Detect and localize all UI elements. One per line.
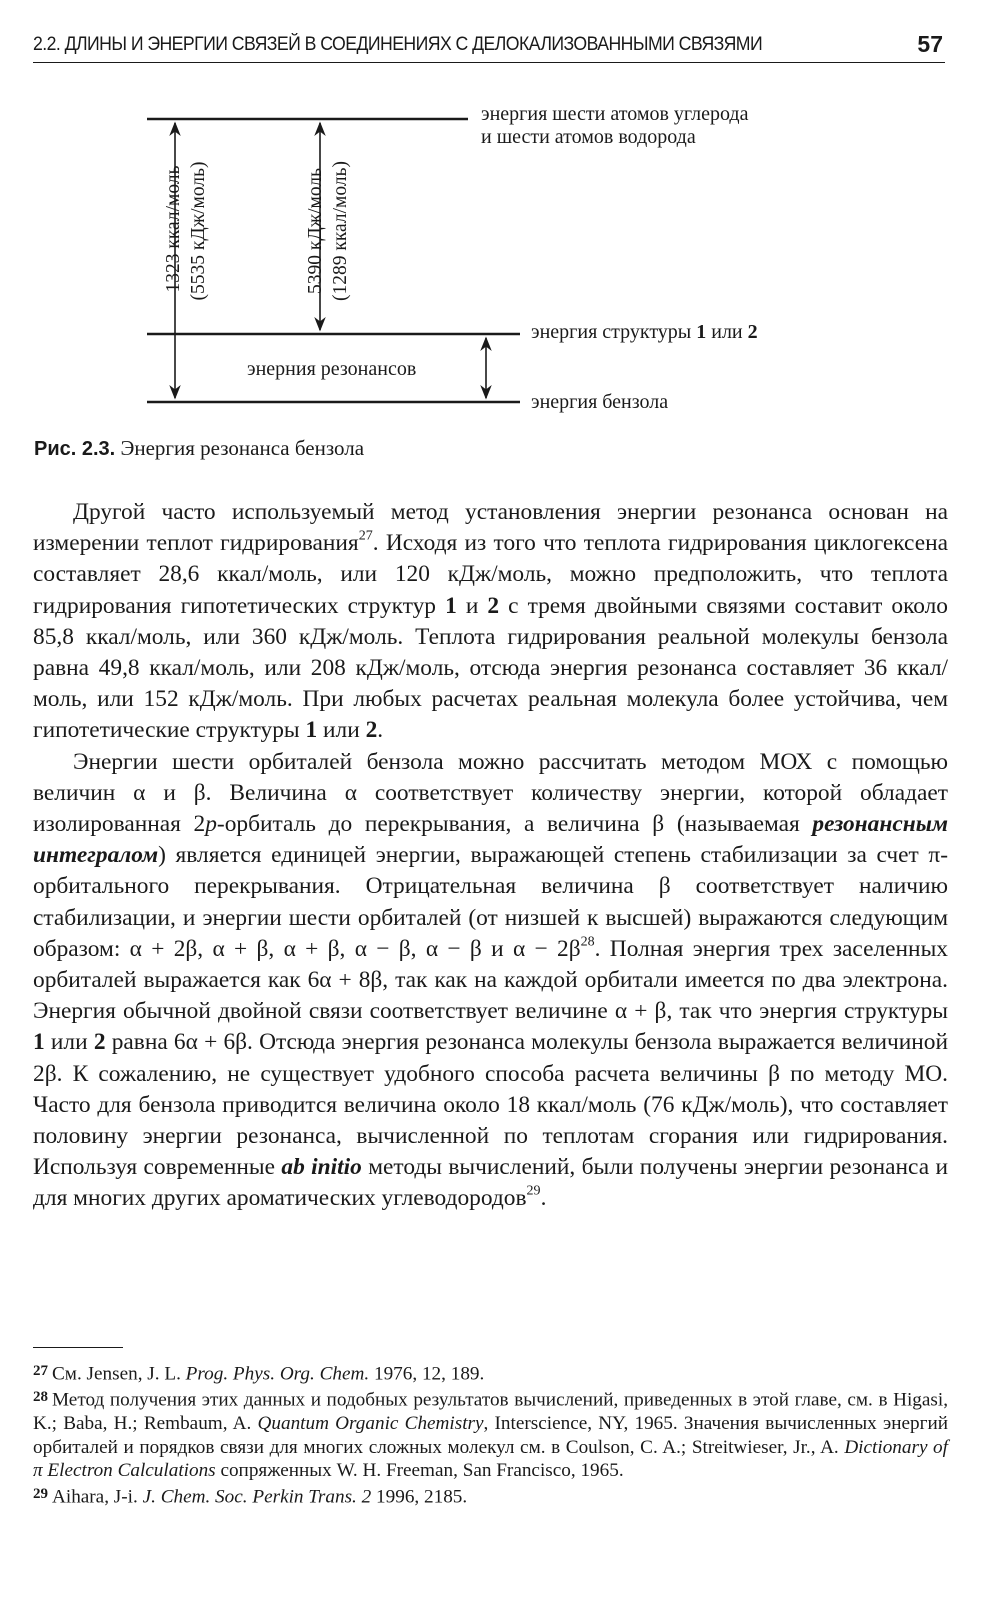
figure-resonance-energy-diagram — [0, 95, 1006, 415]
top-level-label-line1: энергия шести атомов углерода — [481, 103, 749, 125]
footnotes — [33, 1360, 948, 1509]
footnote-divider — [33, 1347, 123, 1348]
mid-arrow-label-kj: 5390 кДж/моль — [305, 168, 326, 294]
footnote-29: $^{29}$ Aihara, J-i. J. Chem. Soc. Perkin Trans. 2 1996, 2185. — [33, 1485, 468, 1507]
figure-caption: Рис. 2.3. Энергия резонанса бензола — [34, 436, 365, 460]
structure-level-label: энергия структуры 1 или 2 — [531, 321, 758, 343]
mid-arrow-label-kcal: (1289 ккал/моль) — [330, 161, 351, 301]
page-number: 57 — [917, 31, 943, 57]
left-arrow-label-kcal: 1323 ккал/моль — [163, 165, 184, 293]
paragraph: Энергии шести орбиталей бензола можно рассчитать методом МОХ с помощью величин α и β. Величина α соответствует количеству энергии, которой обладает изолированная 2p-орбиталь до перекрывания, а величина β (называемая резонансным интегралом) является единицей энергии, выражающей степень стабилизации за счет π-орбитального перекрывания. Отрицательная величина β соответствует наличию стабилизации, и энергии шести орбиталей (от низшей к высшей) выражаются следующим образом: α + 2β, α + β, α + β, α − β, α − β и $\alpha - 2\beta^{28}$. Полная энергия трех заселенных орбиталей выражается как 6α + 8β, так как на каждой орбитали имеется по два электрона. Энергия обычной двойной связи соответствует величине α + β, так что энергия структуры 1 или 2 равна 6α + 6β. Отсюда энергия резонанса молекулы бензола выражается величиной 2β. К сожалению, не существует удобного способа расчета величины β по методу МО. Часто для бензола приводится величина около 18 ккал/моль (76 кДж/моль), что составляет половину энергии резонанса, вычисленной по теплотам сгорания или гидрирования. Используя современные ab initio методы вычислений, были получены энергии резонанса и для многих других ароматических углеводородов$^{29}$. — [33, 748, 949, 1212]
running-title: 2.2. ДЛИНЫ И ЭНЕРГИИ СВЯЗЕЙ В СОЕДИНЕНИЯХ С ДЕЛОКАЛИЗОВАННЫМИ СВЯЗЯМИ — [33, 34, 763, 55]
left-arrow-label-kj: (5535 кДж/моль) — [188, 161, 209, 301]
paragraph: Другой часто используемый метод установления энергии резонанса основан на измерении теплот гидрирования$^{27}$. Исходя из того что теплота гидрирования циклогексена составляет 28,6 ккал/моль, или 120 кДж/моль, можно предположить, что теплота гидрирования гипотетических структур 1 и 2 с тремя двойными связями составит около 85,8 ккал/моль, или 360 кДж/моль. Теплота гидрирования реальной молекулы бензола равна 49,8 ккал/моль, или 208 кДж/моль, отсюда энергия резонанса составляет 36 ккал/моль, или 152 кДж/моль. При любых расчетах реальная молекула более устойчива, чем гипотетические структуры 1 или 2. — [33, 499, 949, 744]
resonance-label: энерния резонансов — [247, 358, 417, 380]
benzene-level-label: энергия бензола — [531, 391, 669, 413]
footnote-28: $^{28}$ Метод получения этих данных и подобных результатов вычислений, приведенных в этой главе, см. в Higasi, K.; Baba, H.; Rembaum, A. Quantum Organic Chemistry, Interscience, NY, 1965. Значения вычисленных энергий орбиталей и порядков связи для многих сложных молекул см. в Coulson, C. A.; Streitwieser, Jr., A. Dictionary of π Electron Calculations сопряженных W. H. Freeman, San Francisco, 1965. — [33, 1389, 948, 1481]
footnote-27: $^{27}$ См. Jensen, J. L. Prog. Phys. Org. Chem. 1976, 12, 189. — [33, 1363, 485, 1385]
top-level-label-line2: и шести атомов водорода — [481, 126, 696, 148]
body-text — [33, 497, 948, 1215]
page-header — [33, 30, 945, 63]
